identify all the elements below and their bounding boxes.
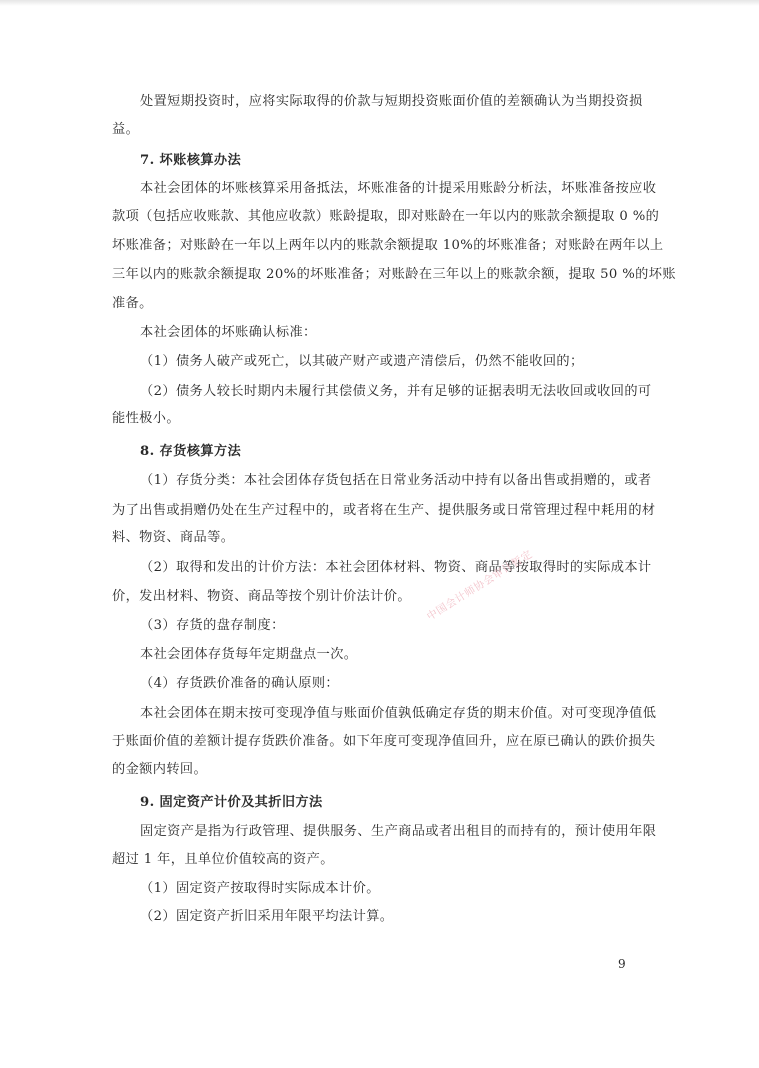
paragraph-line: （2）固定资产折旧采用年限平均法计算。 [140, 909, 394, 924]
paragraph-line: 料、物资、商品等。 [112, 530, 235, 545]
paragraph-line: 本社会团体的坏账核算采用备抵法，坏账准备的计提采用账龄分析法，坏账准备按应收 [140, 181, 657, 196]
paragraph-line: 处置短期投资时，应将实际取得的价款与短期投资账面价值的差额确认为当期投资损 [140, 94, 643, 109]
paragraph-line: 益。 [112, 122, 140, 137]
paragraph-line: （4）存货跌价准备的确认原则： [140, 676, 340, 691]
paragraph-line: 于账面价值的差额计提存货跌价准备。如下年度可变现净值回升，应在原已确认的跌价损失 [112, 734, 656, 749]
paragraph-line: （3）存货的盘存制度： [140, 618, 285, 633]
paragraph-line: 为了出售或捐赠仍处在生产过程中的，或者将在生产、提供服务或日常管理过程中耗用的材 [112, 503, 656, 518]
page-number: 9 [618, 957, 626, 971]
paragraph-line: 的金额内转回。 [112, 762, 208, 777]
section-heading-9: 9. 固定资产计价及其折旧方法 [140, 795, 323, 810]
paragraph-line: 本社会团体的坏账确认标准： [140, 325, 317, 340]
paragraph-line: （1）固定资产按取得时实际成本计价。 [140, 881, 380, 896]
paragraph-line: 本社会团体在期末按可变现净值与账面价值孰低确定存货的期末价值。对可变现净值低 [140, 706, 657, 721]
scan-edge [0, 0, 759, 6]
paragraph-line: 款项（包括应收账款、其他应收款）账龄提取，即对账龄在一年以内的账款余额提取 0 %的 [112, 209, 660, 224]
section-heading-8: 8. 存货核算方法 [140, 444, 242, 459]
paragraph-line: 准备。 [112, 296, 153, 311]
paragraph-line: （1）债务人破产或死亡，以其破产财产或遗产清偿后，仍然不能收回的； [140, 354, 584, 369]
section-heading-7: 7. 坏账核算办法 [140, 153, 242, 168]
faint-stamp: 中国会计师协会审计暂定 [424, 548, 535, 624]
paragraph-line: （2）取得和发出的计价方法：本社会团体材料、物资、商品等按取得时的实际成本计 [140, 560, 652, 575]
paragraph-line: 价，发出材料、物资、商品等按个别计价法计价。 [112, 589, 411, 604]
paragraph-line: 本社会团体存货每年定期盘点一次。 [140, 647, 358, 662]
paragraph-line: （2）债务人较长时期内未履行其偿债义务，并有足够的证据表明无法收回或收回的可 [140, 384, 652, 399]
paragraph-line: 坏账准备；对账龄在一年以上两年以内的账款余额提取 10%的坏账准备；对账龄在两年以上 [112, 238, 664, 253]
paragraph-line: （1）存货分类：本社会团体存货包括在日常业务活动中持有以备出售或捐赠的，或者 [140, 473, 652, 488]
paragraph-line: 能性极小。 [112, 411, 180, 426]
paragraph-line: 固定资产是指为行政管理、提供服务、生产商品或者出租目的而持有的，预计使用年限 [140, 824, 657, 839]
paragraph-line: 超过 1 年，且单位价值较高的资产。 [112, 852, 334, 867]
paragraph-line: 三年以内的账款余额提取 20%的坏账准备；对账龄在三年以上的账款余额，提取 50 %的坏账 [112, 267, 676, 282]
